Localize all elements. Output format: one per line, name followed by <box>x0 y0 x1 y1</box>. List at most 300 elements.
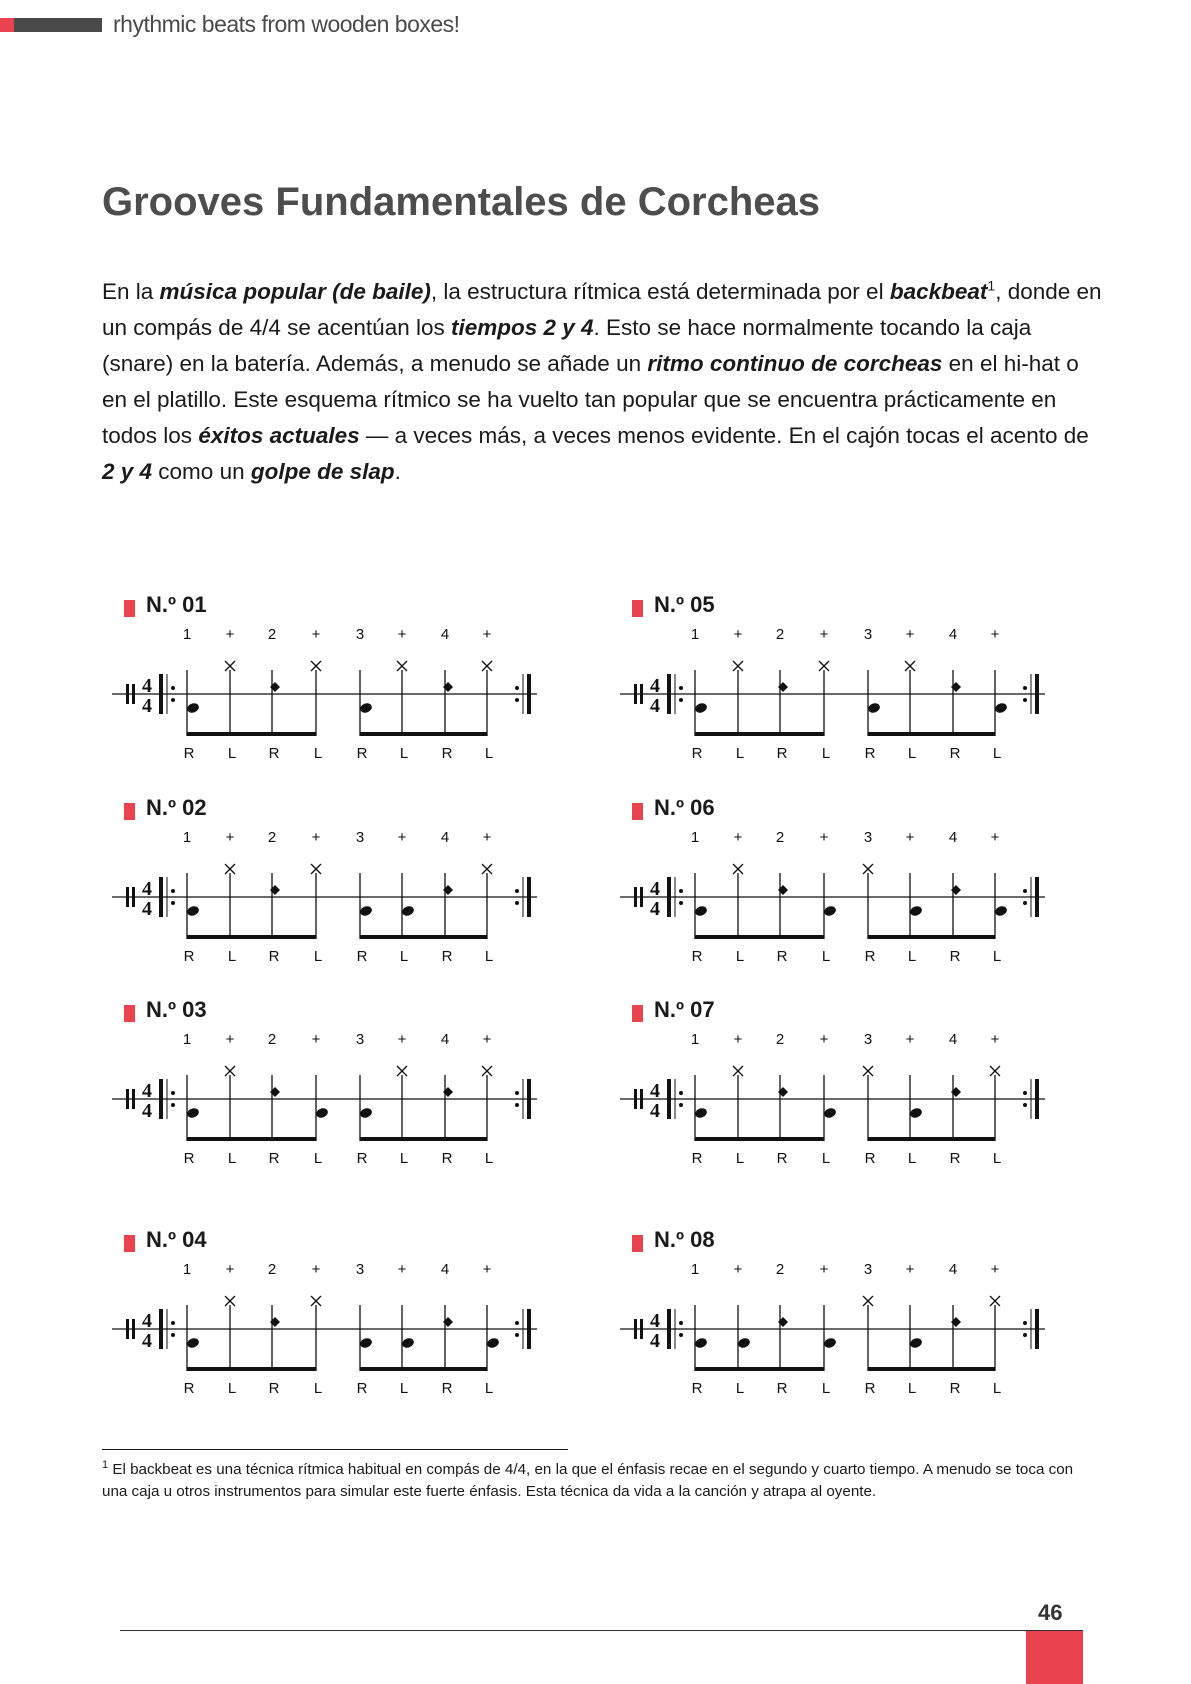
note-beam <box>187 732 316 736</box>
bass-note-head <box>737 1337 751 1350</box>
hand-label: L <box>399 1150 409 1167</box>
intro-emphasis: tiempos 2 y 4 <box>450 315 594 340</box>
count-label: 2 <box>775 829 785 846</box>
time-signature-top: 4 <box>142 675 152 697</box>
footnote-marker: 1 <box>102 1459 109 1471</box>
percussion-clef-icon <box>126 684 129 704</box>
hand-label: L <box>399 1380 409 1397</box>
repeat-end-thick-bar <box>1035 1079 1039 1119</box>
count-label: 4 <box>948 829 958 846</box>
repeat-dot <box>171 686 175 690</box>
rhythm-notation <box>620 622 1100 762</box>
running-header: rhythmic beats from wooden boxes! <box>113 11 460 37</box>
rhythm-notation <box>112 622 592 762</box>
bass-note-head <box>823 1107 837 1120</box>
note-beam <box>695 935 824 939</box>
count-label: 1 <box>182 1261 192 1278</box>
hand-label: R <box>441 948 453 965</box>
hand-label: L <box>907 948 917 965</box>
repeat-dot <box>1023 698 1027 702</box>
percussion-clef-icon <box>126 887 129 907</box>
hand-label: R <box>356 1150 368 1167</box>
hand-label: L <box>484 1150 494 1167</box>
hand-label: R <box>949 948 961 965</box>
page-number: 46 <box>1038 1600 1063 1625</box>
bass-note-head <box>994 905 1008 918</box>
count-label: + <box>397 626 407 643</box>
bass-note-head <box>909 1337 923 1350</box>
repeat-end-thick-bar <box>527 1309 531 1349</box>
intro-emphasis: éxitos actuales <box>198 423 360 448</box>
hand-label: R <box>864 948 876 965</box>
exercise-marker-icon <box>632 600 643 617</box>
note-beam <box>868 935 995 939</box>
note-beam <box>360 1137 487 1141</box>
intro-emphasis: 2 y 4 <box>102 459 153 484</box>
note-beam <box>360 935 487 939</box>
bass-note-head <box>359 1107 373 1120</box>
intro-text: . <box>394 459 401 484</box>
count-label: 4 <box>948 1031 958 1048</box>
hand-label: L <box>484 745 494 762</box>
exercise <box>112 1227 592 1427</box>
count-label: 2 <box>267 1261 277 1278</box>
count-label: + <box>482 1031 492 1048</box>
exercise <box>112 592 592 792</box>
time-signature-bottom: 4 <box>650 695 660 717</box>
count-label: + <box>311 626 321 643</box>
hand-label: R <box>441 1380 453 1397</box>
hand-label: R <box>691 948 703 965</box>
count-label: + <box>225 1261 235 1278</box>
hand-label: R <box>183 1150 195 1167</box>
count-label: 1 <box>182 1031 192 1048</box>
intro-emphasis: ritmo continuo de corcheas <box>647 351 943 376</box>
hand-label: L <box>227 745 237 762</box>
count-label: + <box>225 1031 235 1048</box>
count-label: + <box>819 1031 829 1048</box>
repeat-start-thick-bar <box>159 1079 163 1119</box>
bass-note-head <box>486 1337 500 1350</box>
count-label: + <box>905 829 915 846</box>
count-label: + <box>733 1031 743 1048</box>
rhythm-notation <box>620 1257 1100 1397</box>
footnote-text: El backbeat es una técnica rítmica habitual en compás de 4/4, en la que el énfasis recae en el segundo y cuarto tiempo. A menudo se toca con una caja u otros instrumentos para simular este fuerte énfasis. Esta técnica da vida a la canción y atrapa al oyente. <box>102 1461 1074 1501</box>
hand-label: L <box>735 1150 745 1167</box>
note-beam <box>695 732 824 736</box>
count-label: + <box>990 829 1000 846</box>
hand-label: L <box>313 1150 323 1167</box>
exercise-number: N.º 06 <box>654 795 715 820</box>
hand-label: L <box>399 745 409 762</box>
hand-label: R <box>864 745 876 762</box>
page-title: Grooves Fundamentales de Corcheas <box>102 180 821 224</box>
hand-label: R <box>183 1380 195 1397</box>
note-beam <box>187 1367 316 1371</box>
hand-label: L <box>821 948 831 965</box>
repeat-dot <box>171 1091 175 1095</box>
count-label: 1 <box>182 829 192 846</box>
intro-text: . Esto se hace normalmente tocando la caja (snare) en la batería. Además, a menudo se añade un <box>102 315 1032 376</box>
repeat-dot <box>171 901 175 905</box>
count-label: + <box>990 1031 1000 1048</box>
bass-note-head <box>359 905 373 918</box>
percussion-clef-icon <box>126 1089 129 1109</box>
hand-label: L <box>313 948 323 965</box>
hand-label: R <box>691 1150 703 1167</box>
repeat-dot <box>679 1321 683 1325</box>
bass-note-head <box>694 1107 708 1120</box>
intro-text: En la <box>102 279 160 304</box>
repeat-dot <box>1023 1321 1027 1325</box>
percussion-clef-icon <box>132 684 135 704</box>
bass-note-head <box>186 1337 200 1350</box>
hand-label: L <box>907 745 917 762</box>
time-signature-top: 4 <box>650 878 660 900</box>
count-label: + <box>482 1261 492 1278</box>
repeat-dot <box>515 1103 519 1107</box>
exercise-number: N.º 07 <box>654 997 715 1022</box>
intro-paragraph <box>102 274 1102 490</box>
repeat-dot <box>679 1103 683 1107</box>
exercise-marker-icon <box>124 600 135 617</box>
bass-note-head <box>186 905 200 918</box>
time-signature-top: 4 <box>142 878 152 900</box>
intro-text: en el hi-hat o en el platillo. Este esquema rítmico se ha vuelto tan popular que se encuentra prácticamente en todos los <box>102 351 1079 448</box>
exercise <box>112 997 592 1197</box>
repeat-end-thick-bar <box>1035 674 1039 714</box>
repeat-dot <box>171 1333 175 1337</box>
percussion-clef-icon <box>640 1089 643 1109</box>
count-label: + <box>733 829 743 846</box>
bass-note-head <box>359 1337 373 1350</box>
count-label: + <box>733 1261 743 1278</box>
count-label: + <box>733 626 743 643</box>
repeat-end-thick-bar <box>1035 1309 1039 1349</box>
count-label: 3 <box>863 626 873 643</box>
bass-note-head <box>401 1337 415 1350</box>
bass-note-head <box>694 905 708 918</box>
bass-note-head <box>359 702 373 715</box>
repeat-dot <box>171 698 175 702</box>
percussion-clef-icon <box>132 1089 135 1109</box>
count-label: + <box>482 626 492 643</box>
note-beam <box>868 732 995 736</box>
percussion-clef-icon <box>132 1319 135 1339</box>
hand-label: L <box>313 745 323 762</box>
repeat-dot <box>1023 1103 1027 1107</box>
hand-label: R <box>864 1150 876 1167</box>
count-label: 4 <box>948 1261 958 1278</box>
hand-label: R <box>776 745 788 762</box>
intro-emphasis: música popular (de baile) <box>159 279 431 304</box>
bass-note-head <box>401 905 415 918</box>
exercise-number: N.º 08 <box>654 1227 715 1252</box>
count-label: 1 <box>182 626 192 643</box>
repeat-dot <box>515 1333 519 1337</box>
time-signature-bottom: 4 <box>650 898 660 920</box>
percussion-clef-icon <box>640 684 643 704</box>
count-label: 2 <box>267 829 277 846</box>
repeat-dot <box>679 901 683 905</box>
count-label: 2 <box>775 1261 785 1278</box>
repeat-dot <box>515 686 519 690</box>
time-signature-bottom: 4 <box>142 898 152 920</box>
count-label: + <box>225 626 235 643</box>
hand-label: L <box>484 1380 494 1397</box>
count-label: + <box>397 1031 407 1048</box>
repeat-dot <box>679 889 683 893</box>
time-signature-top: 4 <box>650 675 660 697</box>
count-label: 3 <box>863 1261 873 1278</box>
repeat-dot <box>1023 1333 1027 1337</box>
count-label: 2 <box>775 1031 785 1048</box>
percussion-clef-icon <box>640 887 643 907</box>
exercise-number: N.º 02 <box>146 795 207 820</box>
note-beam <box>868 1367 995 1371</box>
repeat-dot <box>679 698 683 702</box>
hand-label: L <box>735 1380 745 1397</box>
bass-note-head <box>909 905 923 918</box>
repeat-end-thick-bar <box>527 877 531 917</box>
count-label: + <box>990 1261 1000 1278</box>
count-label: + <box>311 1261 321 1278</box>
page-number-accent <box>1026 1631 1083 1684</box>
percussion-clef-icon <box>126 1319 129 1339</box>
percussion-clef-icon <box>634 1089 637 1109</box>
intro-text: , la estructura rítmica está determinada por el <box>430 279 890 304</box>
hand-label: L <box>227 1150 237 1167</box>
repeat-start-thick-bar <box>667 1309 671 1349</box>
hand-label: R <box>356 1380 368 1397</box>
hand-label: R <box>183 948 195 965</box>
hand-label: L <box>992 948 1002 965</box>
note-beam <box>360 732 487 736</box>
bass-note-head <box>867 702 881 715</box>
repeat-end-thick-bar <box>527 674 531 714</box>
bass-note-head <box>186 702 200 715</box>
footnote-divider <box>102 1449 568 1450</box>
exercise <box>620 1227 1100 1427</box>
hand-label: L <box>821 1380 831 1397</box>
bass-note-head <box>694 1337 708 1350</box>
note-beam <box>187 935 316 939</box>
repeat-end-thick-bar <box>1035 877 1039 917</box>
repeat-start-thick-bar <box>667 1079 671 1119</box>
time-signature-top: 4 <box>650 1310 660 1332</box>
exercise-number: N.º 04 <box>146 1227 207 1252</box>
hand-label: R <box>356 948 368 965</box>
count-label: 1 <box>690 626 700 643</box>
time-signature-bottom: 4 <box>650 1330 660 1352</box>
count-label: + <box>311 829 321 846</box>
hand-label: R <box>949 1380 961 1397</box>
bass-note-head <box>315 1107 329 1120</box>
intro-text: — a veces más, a veces menos evidente. En el cajón tocas el acento de <box>359 423 1089 448</box>
repeat-dot <box>1023 901 1027 905</box>
hand-label: L <box>313 1380 323 1397</box>
bass-note-head <box>909 1107 923 1120</box>
count-label: + <box>397 829 407 846</box>
hand-label: R <box>268 1150 280 1167</box>
bass-note-head <box>994 702 1008 715</box>
time-signature-bottom: 4 <box>142 695 152 717</box>
count-label: 2 <box>267 1031 277 1048</box>
count-label: 1 <box>690 1261 700 1278</box>
footer-rule <box>120 1630 1083 1631</box>
count-label: + <box>905 626 915 643</box>
count-label: 4 <box>948 626 958 643</box>
exercise-number: N.º 05 <box>654 592 715 617</box>
header-accent-bar <box>0 18 14 32</box>
intro-emphasis: backbeat <box>889 279 988 304</box>
hand-label: R <box>864 1380 876 1397</box>
hand-label: R <box>776 948 788 965</box>
hand-label: R <box>949 745 961 762</box>
repeat-dot <box>1023 686 1027 690</box>
rhythm-notation <box>112 825 592 965</box>
exercise-marker-icon <box>124 1235 135 1252</box>
count-label: + <box>819 1261 829 1278</box>
hand-label: R <box>268 948 280 965</box>
count-label: 3 <box>355 626 365 643</box>
exercise-marker-icon <box>632 803 643 820</box>
exercise-number: N.º 03 <box>146 997 207 1022</box>
time-signature-bottom: 4 <box>142 1330 152 1352</box>
hand-label: L <box>992 1150 1002 1167</box>
hand-label: L <box>484 948 494 965</box>
hand-label: R <box>441 1150 453 1167</box>
hand-label: R <box>776 1380 788 1397</box>
repeat-dot <box>515 889 519 893</box>
count-label: 1 <box>690 1031 700 1048</box>
hand-label: R <box>691 745 703 762</box>
header-gray-bar <box>14 18 102 32</box>
hand-label: L <box>399 948 409 965</box>
repeat-dot <box>679 686 683 690</box>
note-beam <box>360 1367 487 1371</box>
time-signature-top: 4 <box>650 1080 660 1102</box>
count-label: 3 <box>355 829 365 846</box>
exercise-number: N.º 01 <box>146 592 207 617</box>
note-beam <box>187 1137 316 1141</box>
count-label: 4 <box>440 626 450 643</box>
note-beam <box>868 1137 995 1141</box>
repeat-dot <box>1023 889 1027 893</box>
hand-label: L <box>907 1380 917 1397</box>
time-signature-bottom: 4 <box>650 1100 660 1122</box>
percussion-clef-icon <box>132 887 135 907</box>
intro-text: como un <box>152 459 251 484</box>
exercise-marker-icon <box>124 1005 135 1022</box>
bass-note-head <box>694 702 708 715</box>
exercise <box>620 592 1100 792</box>
repeat-start-thick-bar <box>159 1309 163 1349</box>
rhythm-notation <box>620 825 1100 965</box>
hand-label: R <box>183 745 195 762</box>
bass-note-head <box>186 1107 200 1120</box>
footnote <box>102 1454 1102 1503</box>
count-label: 3 <box>863 1031 873 1048</box>
repeat-end-thick-bar <box>527 1079 531 1119</box>
repeat-start-thick-bar <box>159 674 163 714</box>
hand-label: L <box>992 1380 1002 1397</box>
count-label: 4 <box>440 829 450 846</box>
repeat-start-thick-bar <box>667 674 671 714</box>
repeat-dot <box>515 901 519 905</box>
note-beam <box>695 1137 824 1141</box>
repeat-start-thick-bar <box>159 877 163 917</box>
count-label: 2 <box>267 626 277 643</box>
count-label: + <box>905 1261 915 1278</box>
exercise-marker-icon <box>632 1235 643 1252</box>
count-label: + <box>397 1261 407 1278</box>
repeat-dot <box>171 1103 175 1107</box>
hand-label: L <box>227 948 237 965</box>
exercise <box>620 795 1100 995</box>
footnote-ref[interactable]: 1 <box>987 277 996 294</box>
count-label: 1 <box>690 829 700 846</box>
bass-note-head <box>823 905 837 918</box>
hand-label: R <box>356 745 368 762</box>
repeat-dot <box>515 1321 519 1325</box>
exercise <box>112 795 592 995</box>
hand-label: L <box>821 1150 831 1167</box>
hand-label: R <box>268 745 280 762</box>
rhythm-notation <box>620 1027 1100 1167</box>
count-label: + <box>225 829 235 846</box>
rhythm-notation <box>112 1257 592 1397</box>
count-label: + <box>905 1031 915 1048</box>
time-signature-bottom: 4 <box>142 1100 152 1122</box>
repeat-dot <box>515 1091 519 1095</box>
count-label: + <box>311 1031 321 1048</box>
count-label: 3 <box>355 1031 365 1048</box>
hand-label: R <box>441 745 453 762</box>
hand-label: L <box>992 745 1002 762</box>
repeat-dot <box>1023 1091 1027 1095</box>
hand-label: R <box>691 1380 703 1397</box>
hand-label: L <box>227 1380 237 1397</box>
count-label: + <box>990 626 1000 643</box>
repeat-dot <box>515 698 519 702</box>
count-label: 4 <box>440 1261 450 1278</box>
percussion-clef-icon <box>634 1319 637 1339</box>
count-label: + <box>819 626 829 643</box>
rhythm-notation <box>112 1027 592 1167</box>
percussion-clef-icon <box>634 684 637 704</box>
time-signature-top: 4 <box>142 1080 152 1102</box>
repeat-dot <box>679 1091 683 1095</box>
percussion-clef-icon <box>634 887 637 907</box>
count-label: + <box>819 829 829 846</box>
repeat-dot <box>171 889 175 893</box>
repeat-start-thick-bar <box>667 877 671 917</box>
repeat-dot <box>171 1321 175 1325</box>
hand-label: L <box>907 1150 917 1167</box>
count-label: 3 <box>863 829 873 846</box>
bass-note-head <box>823 1337 837 1350</box>
hand-label: L <box>821 745 831 762</box>
hand-label: L <box>735 948 745 965</box>
exercise <box>620 997 1100 1197</box>
exercise-marker-icon <box>632 1005 643 1022</box>
percussion-clef-icon <box>640 1319 643 1339</box>
time-signature-top: 4 <box>142 1310 152 1332</box>
count-label: 4 <box>440 1031 450 1048</box>
repeat-dot <box>679 1333 683 1337</box>
count-label: 3 <box>355 1261 365 1278</box>
